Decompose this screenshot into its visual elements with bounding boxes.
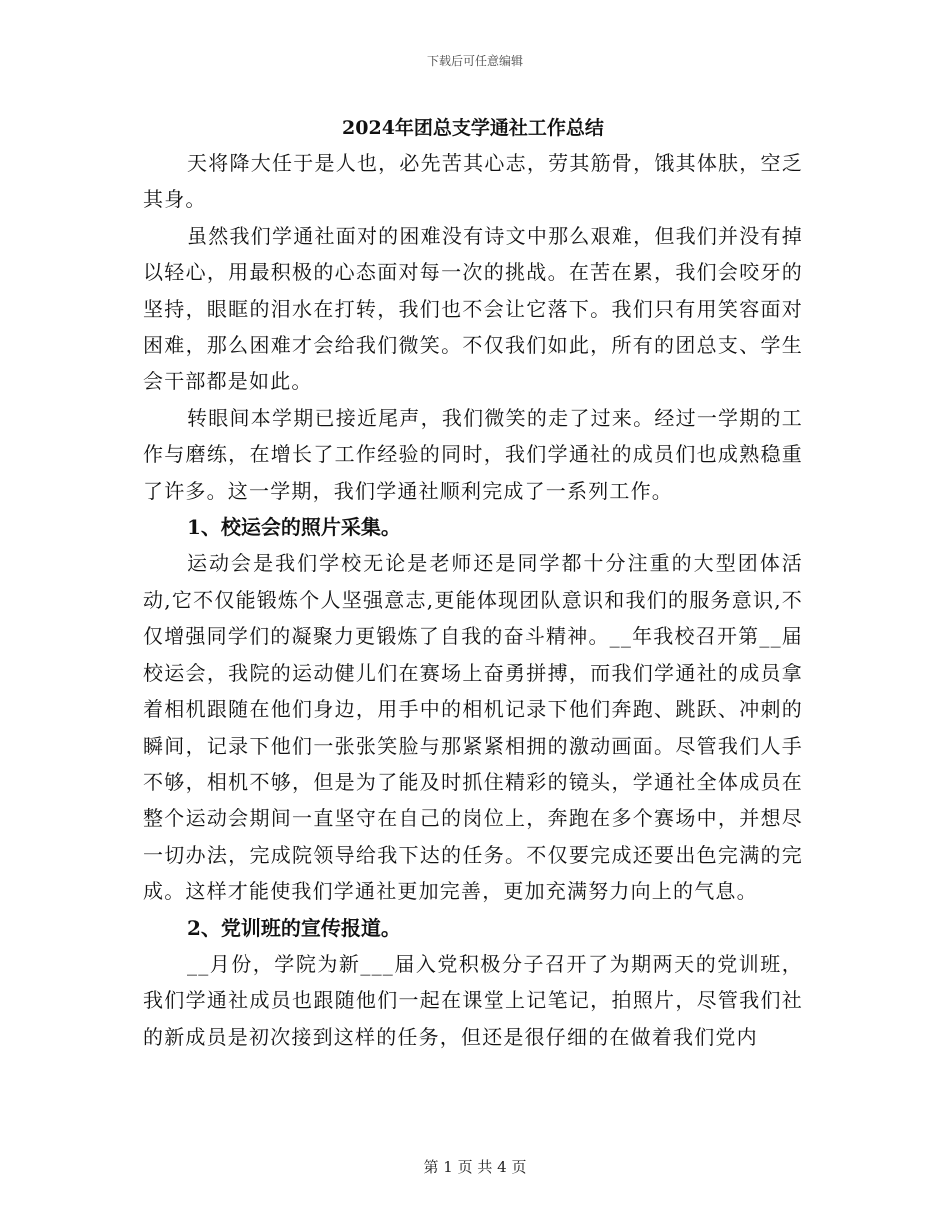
paragraph-semester-summary: 转眼间本学期已接近尾声，我们微笑的走了过来。经过一学期的工作与磨练，在增长了工作经验的同时，我们学通社的成员们也成熟稳重了许多。这一学期，我们学通社顺利完成了一系列工作。	[143, 405, 803, 503]
section-1-heading: 1、校运会的照片采集。	[187, 515, 401, 540]
page-footer: 第 1 页 共 4 页	[423, 1158, 527, 1176]
document-body	[143, 111, 803, 1055]
paragraph-intro-quote: 天将降大任于是人也，必先苦其心志，劳其筋骨，饿其体肤，空乏其身。	[143, 151, 803, 212]
paragraph-difficulties: 虽然我们学通社面对的困难没有诗文中那么艰难，但我们并没有掉以轻心，用最积极的心态面对每一次的挑战。在苦在累，我们会咬牙的坚持，眼眶的泪水在打转，我们也不会让它落下。我们只有用笑容面对困难，那么困难才会给我们微笑。不仅我们如此，所有的团总支、学生会干部都是如此。	[143, 223, 803, 394]
section-2-paragraph: __月份，学院为新___届入党积极分子召开了为期两天的党训班，我们学通社成员也跟随他们一起在课堂上记笔记，拍照片，尽管我们社的新成员是初次接到这样的任务，但还是很仔细的在做着我们党内	[143, 951, 803, 1049]
page-header: 下载后可任意编辑	[426, 54, 523, 68]
document-title: 2024年团总支学通社工作总结	[342, 117, 604, 139]
section-2-heading: 2、党训班的宣传报道。	[187, 915, 401, 940]
section-1-paragraph: 运动会是我们学校无论是老师还是同学都十分注重的大型团体活动,它不仅能锻炼个人坚强意志,更能体现团队意识和我们的服务意识,不仅增强同学们的凝聚力更锻炼了自我的奋斗精神。__年我校召开第__届校运会，我院的运动健儿们在赛场上奋勇拼搏，而我们学通社的成员拿着相机跟随在他们身边，用手中的相机记录下他们奔跑、跳跃、冲刺的瞬间，记录下他们一张张笑脸与那紧紧相拥的激动画面。尽管我们人手不够，相机不够，但是为了能及时抓住精彩的镜头，学通社全体成员在整个运动会期间一直坚守在自己的岗位上，奔跑在多个赛场中，并想尽一切办法，完成院领导给我下达的任务。不仅要完成还要出色完满的完成。这样才能使我们学通社更加完善，更加充满努力向上的气息。	[143, 551, 803, 904]
